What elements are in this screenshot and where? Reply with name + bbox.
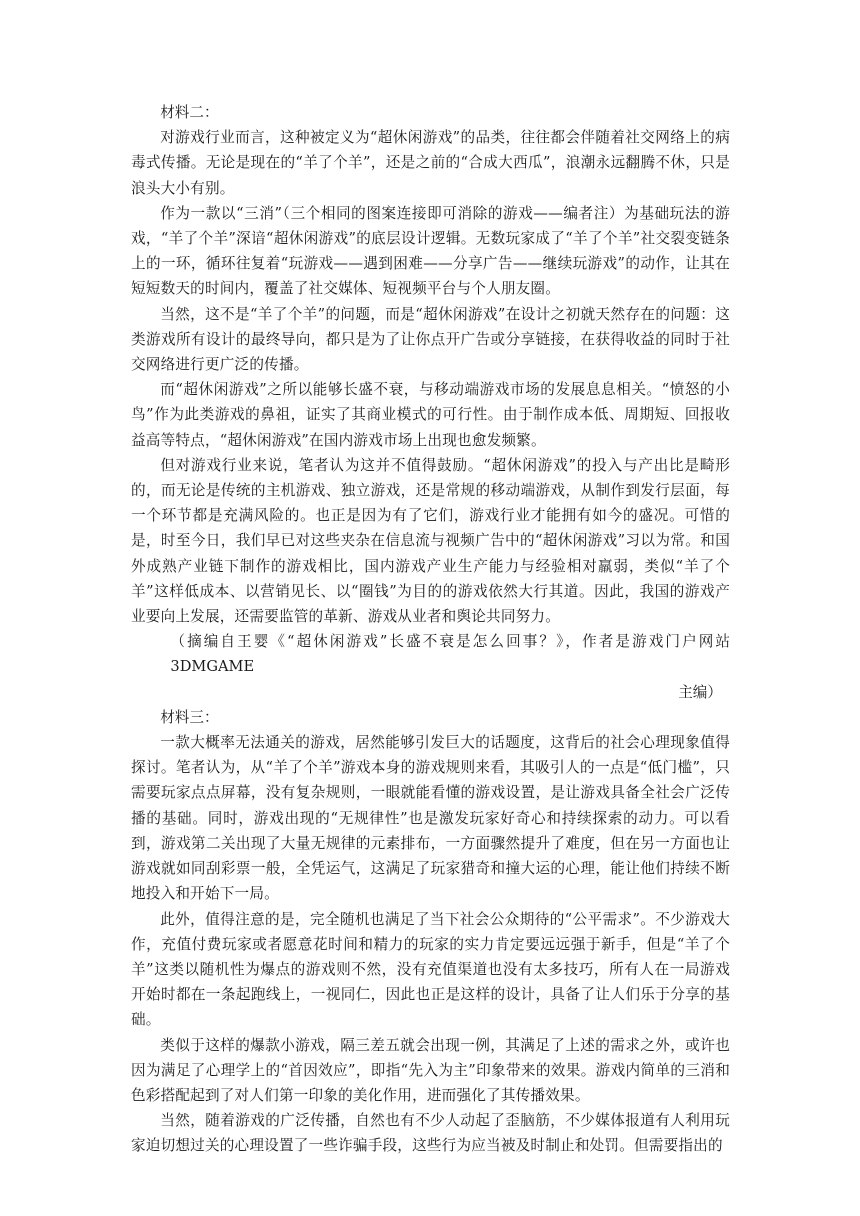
material-3-heading: 材料三： [160, 708, 219, 726]
material-3-paragraph-3: 类似于这样的爆款小游戏，隔三差五就会出现一例，其满足了上述的需求之外，或许也因为满足了心理学上的“首因效应”，即指“先入为主”印象带来的效果。游戏内简单的三消和色彩搭配起到了对人们第一印象的美化作用，进而强化了其传播效果。 [131, 1036, 730, 1104]
material-2-source [131, 629, 730, 705]
material-3-paragraph-1: 一款大概率无法通关的游戏，居然能够引发巨大的话题度，这背后的社会心理现象值得探讨。笔者认为，从“羊了个羊”游戏本身的游戏规则来看，其吸引人的一点是“低门槛”，只需要玩家点点屏幕，没有复杂规则，一眼就能看懂的游戏设置，是让游戏具备全社会广泛传播的基础。同时，游戏出现的“无规律性”也是激发玩家好奇心和持续探索的动力。可以看到，游戏第二关出现了大量无规律的元素排布，一方面骤然提升了难度，但在另一方面也让游戏就如同刮彩票一般，全凭运气，这满足了玩家猎奇和撞大运的心理，能让他们持续不断地投入和开始下一局。 [131, 734, 730, 903]
material-2-paragraph-2: 作为一款以“三消”（三个相同的图案连接即可消除的游戏——编者注）为基础玩法的游戏，“羊了个羊”深谙“超休闲游戏”的底层设计逻辑。无数玩家成了“羊了个羊”社交裂变链条上的一环，循环往复着“玩游戏——遇到困难——分享广告——继续玩游戏”的动作，让其在短短数天的时间内，覆盖了社交媒体、短视频平台与个人朋友圈。 [131, 204, 730, 298]
material-2-paragraph-5: 但对游戏行业来说，笔者认为这并不值得鼓励。“超休闲游戏”的投入与产出比是畸形的，而无论是传统的主机游戏、独立游戏，还是常规的移动端游戏，从制作到发行层面，每一个环节都是充满风险的。也正是因为有了它们，游戏行业才能拥有如今的盛况。可惜的是，时至今日，我们早已对这些夹杂在信息流与视频广告中的“超休闲游戏”习以为常。和国外成熟产业链下制作的游戏相比，国内游戏产业生产能力与经验相对羸弱，类似“羊了个羊”这样低成本、以营销见长、以“圈钱”为目的的游戏依然大行其道。因此，我国的游戏产业要向上发展，还需要监管的革新、游戏从业者和舆论共同努力。 [131, 456, 730, 626]
material-3-paragraph-2: 此外，值得注意的是，完全随机也满足了当下社会公众期待的“公平需求”。不少游戏大作，充值付费玩家或者愿意花时间和精力的玩家的实力肯定要远远强于新手，但是“羊了个羊”这类以随机性为爆点的游戏则不然，没有充值渠道也没有太多技巧，所有人在一局游戏开始时都在一条起跑线上，一视同仁，因此也正是这样的设计，具备了让人们乐于分享的基础。 [131, 910, 730, 1029]
material-2-paragraph-1: 对游戏行业而言，这种被定义为“超休闲游戏”的品类，往往都会伴随着社交网络上的病毒式传播。无论是现在的“羊了个羊”，还是之前的“合成大西瓜”，浪潮永远翻腾不休，只是浪头大小有别。 [131, 129, 730, 197]
document-page [131, 100, 730, 1159]
material-2-heading: 材料二： [160, 104, 219, 121]
source-citation: （摘编自王婴《“超休闲游戏”长盛不衰是怎么回事？》，作者是游戏门户网站 3DMGAME [170, 633, 730, 676]
material-3-paragraph-4: 当然，随着游戏的广泛传播，自然也有不少人动起了歪脑筋，不少媒体报道有人利用玩家迫切想过关的心理设置了一些诈骗手段，这些行为应当被及时制止和处罚。但需要指出的 [131, 1112, 730, 1155]
material-2-paragraph-4: 而“超休闲游戏”之所以能够长盛不衰，与移动端游戏市场的发展息息相关。“愤怒的小鸟”作为此类游戏的鼻祖，证实了其商业模式的可行性。由于制作成本低、周期短、回报收益高等特点，“超休闲游戏”在国内游戏市场上出现也愈发频繁。 [131, 381, 730, 449]
material-2-paragraph-3: 当然，这不是“羊了个羊”的问题，而是“超休闲游戏”在设计之初就天然存在的问题：这类游戏所有设计的最终导向，都只是为了让你点开广告或分享链接，在获得收益的同时于社交网络进行更广泛的传播。 [131, 305, 730, 374]
source-citation-end: 主编） [678, 683, 722, 701]
